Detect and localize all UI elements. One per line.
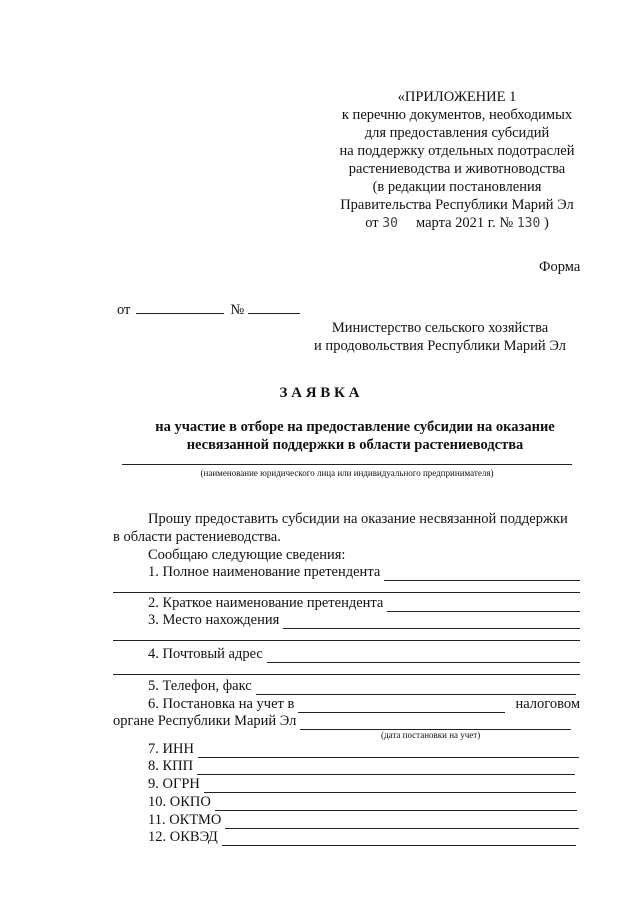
field-full-name xyxy=(148,563,580,581)
addressee-block xyxy=(300,319,580,355)
ref-number-blank[interactable] xyxy=(248,301,300,314)
field-oktmo xyxy=(148,811,579,829)
short-name-input[interactable] xyxy=(387,598,580,612)
field-location xyxy=(148,611,580,629)
inn-input[interactable] xyxy=(198,744,579,758)
form-label: Форма xyxy=(539,259,581,275)
date-number: 130 xyxy=(516,216,541,231)
field-label: 12. ОКВЭД xyxy=(148,829,218,845)
okpo-input[interactable] xyxy=(215,797,577,811)
appendix-block xyxy=(318,88,596,233)
field-postal xyxy=(148,645,580,663)
info-intro: Сообщаю следующие сведения: xyxy=(148,547,346,563)
applicant-caption: (наименование юридического лица или индивидуального предпринимателя) xyxy=(200,468,494,478)
document-title: З А Я В К А xyxy=(279,385,360,401)
field-label: 3. Место нахождения xyxy=(148,612,280,628)
date-rest: марта 2021 г. № xyxy=(416,215,514,231)
addressee-line: и продовольствия Республики Марий Эл xyxy=(314,338,566,354)
registration-caption: (дата постановки на учет) xyxy=(381,730,481,740)
field-label: 8. КПП xyxy=(148,758,194,774)
request-text xyxy=(113,510,568,564)
ref-from-label: от xyxy=(117,302,131,318)
appendix-line: к перечню документов, необходимых xyxy=(341,107,573,123)
registration-date-input[interactable] xyxy=(298,699,505,713)
phone-input[interactable] xyxy=(256,681,576,695)
field-okved xyxy=(148,828,576,846)
field-label: 11. ОКТМО xyxy=(148,812,222,828)
field-label: 9. ОГРН xyxy=(148,776,200,792)
field-inn xyxy=(148,740,579,758)
kpp-input[interactable] xyxy=(197,761,575,775)
field-short-name xyxy=(148,594,580,612)
field-label: 5. Телефон, факс xyxy=(148,678,252,694)
reference-line xyxy=(117,301,300,319)
field-label: 10. ОКПО xyxy=(148,794,211,810)
field-label: органе Республики Марий Эл xyxy=(113,713,297,729)
field-okpo xyxy=(148,793,577,811)
field-phone xyxy=(148,677,576,695)
postal-input[interactable] xyxy=(267,649,580,663)
field-label: 2. Краткое наименование претендента xyxy=(148,595,384,611)
request-line: в области растениеводства. xyxy=(113,529,281,545)
full-name-continuation-line[interactable] xyxy=(113,592,580,593)
appendix-line: Правительства Республики Марий Эл xyxy=(340,197,574,213)
date-day: 30 xyxy=(382,216,398,231)
addressee-line: Министерство сельского хозяйства xyxy=(331,320,549,336)
subtitle-line: несвязанной поддержки в области растениеводства xyxy=(186,437,524,453)
appendix-line: растениеводства и животноводства xyxy=(348,161,566,177)
field-registration-line2 xyxy=(113,712,571,730)
appendix-line: для предоставления субсидий xyxy=(364,125,550,141)
okved-input[interactable] xyxy=(222,832,576,846)
date-close: ) xyxy=(543,215,549,231)
document-subtitle xyxy=(120,418,590,454)
field-ogrn xyxy=(148,775,576,793)
appendix-line: «ПРИЛОЖЕНИЕ 1 xyxy=(397,89,517,105)
ref-date-blank[interactable] xyxy=(136,301,224,314)
request-line: Прошу предоставить субсидии на оказание несвязанной поддержки xyxy=(148,511,568,527)
ogrn-input[interactable] xyxy=(204,779,576,793)
field-label: 1. Полное наименование претендента xyxy=(148,564,381,580)
field-label: 4. Почтовый адрес xyxy=(148,646,263,662)
postal-continuation-line[interactable] xyxy=(113,674,580,675)
appendix-line: (в редакции постановления xyxy=(372,179,542,195)
applicant-name-line[interactable] xyxy=(122,464,572,465)
full-name-input[interactable] xyxy=(384,567,580,581)
field-registration xyxy=(148,695,580,713)
field-label: 6. Постановка на учет в xyxy=(148,696,295,712)
registration-authority-input[interactable] xyxy=(300,716,571,730)
field-label: 7. ИНН xyxy=(148,741,194,757)
oktmo-input[interactable] xyxy=(225,815,579,829)
appendix-line: на поддержку отдельных подотраслей xyxy=(339,143,575,159)
appendix-date-line xyxy=(318,214,596,233)
field-kpp xyxy=(148,757,575,775)
ref-number-label: № xyxy=(230,302,245,318)
subtitle-line: на участие в отборе на предоставление субсидии на оказание xyxy=(155,419,555,435)
location-input[interactable] xyxy=(283,615,580,629)
location-continuation-line[interactable] xyxy=(113,640,580,641)
registration-suffix: налоговом xyxy=(515,696,580,712)
date-prefix: от xyxy=(365,215,379,231)
